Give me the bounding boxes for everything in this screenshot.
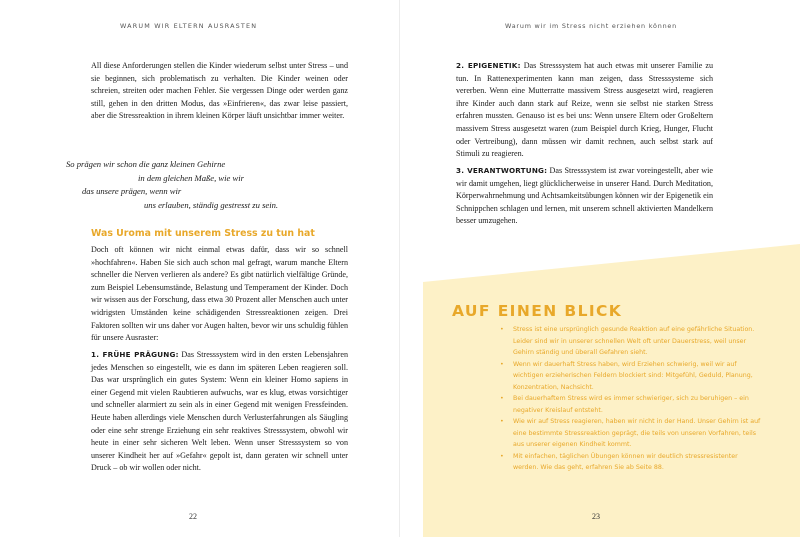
summary-item-text: Mit einfachen, täglichen Übungen können wir deutlich stressresistenter werden. Wie das geht, erfahren Sie ab Seite 88. bbox=[513, 452, 738, 471]
section-paragraph-text: Doch oft können wir nicht einmal etwas dafür, dass wir so schnell »hochfahren«. Haben Sie sich auch schon mal gefragt, warum manche Eltern schneller die Nerven verlieren als andere? Es gibt natürlich vielfältige Gründe, zum Beispiel Lebensumstände, Belastung und Temperament der Kinder. Doch wir wissen aus der Forschung, dass etwa 30 Prozent aller Menschen auch unter widrigsten Umständen keine schädigenden Stressreaktionen zeigen. Drei Faktoren sollten wir uns daher vor Augen halten, bevor wir uns schuldig fühlen für unsere Ausraster: bbox=[91, 245, 348, 343]
running-head-right: Warum wir im Stress nicht erziehen können bbox=[505, 22, 678, 30]
section-heading: Was Uroma mit unserem Stress zu tun hat bbox=[91, 228, 315, 239]
bullet-icon: • bbox=[500, 326, 504, 333]
running-head-left: WARUM WIR ELTERN AUSRASTEN bbox=[120, 22, 258, 30]
section-paragraph bbox=[91, 244, 348, 345]
praegung-text: Das Stresssystem wird in den ersten Lebensjahren jedes Menschen so eingestellt, wie es dann im späteren Leben reagieren soll. Das war ursprünglich ein gutes System: Wenn ein kleiner Homo sapiens in einer Gegend mit vielen Raubtieren aufwuchs, war es klug, etwas vorsichtiger und schneller alarmiert zu sein als in einer Gegend mit wenigen Fressfeinden. Heute haben allerdings viele Menschen durch Verlusterfahrungen als Säugling oder eine sehr strenge Erziehung ein sehr reaktives Stresssystem, obwohl wir heute in einer sehr sicheren Welt leben. Wenn unser Stresssystem so von unserer Kindheit her auf »Gefahr« gepolt ist, dann geraten wir schnell unter Druck – ob wir wollen oder nicht. bbox=[91, 350, 348, 473]
bullet-icon: • bbox=[500, 452, 504, 460]
praegung-paragraph bbox=[91, 349, 348, 475]
summary-item-text: Wenn wir dauerhaft Stress haben, wird Erziehen schwierig, weil wir auf wichtigen erzieherischen Feldern blockiert sind: Mitgefühl, Geduld, Planung, Konzentration, Nachsicht. bbox=[513, 360, 753, 391]
summary-item-text: Stress ist eine ursprünglich gesunde Reaktion auf eine gefährliche Situation. Leider sind wir in unserer schnellen Welt oft unter Dauerstress, weil unser Gehirn ständig und überall Gefahren sieht. bbox=[513, 326, 755, 356]
right-page bbox=[400, 0, 800, 537]
intro-paragraph-text: All diese Anforderungen stellen die Kinder wiederum selbst unter Stress – und sie beginnen, sich problematisch zu verhalten. Die Kinder weinen oder schreien, streiten oder machen Fehler. Sie vergessen Dinge oder werden ganz still, gehen in den dritten Modus, das »Einfrieren«, das zwar leise passiert, aber die Stressreaktion in ihrem kleinen Körper läuft unsichtbar immer weiter. bbox=[91, 61, 348, 121]
quote-line-4: uns erlauben, ständig gestresst zu sein. bbox=[144, 199, 279, 210]
summary-item-text: Wie wir auf Stress reagieren, haben wir nicht in der Hand. Unser Gehirn ist auf eine bestimmte Stressreaktion geprägt, die teils von unseren Vorfahren, teils aus unserer eigenen Kindheit kommt. bbox=[513, 418, 761, 448]
bullet-icon: • bbox=[500, 418, 504, 425]
bullet-icon: • bbox=[500, 360, 504, 368]
summary-list-item bbox=[500, 451, 762, 474]
epigenetik-paragraph bbox=[456, 60, 713, 161]
summary-item-text: Bei dauerhaftem Stress wird es immer schwieriger, sich zu beruhigen – ein negativer Kreislauf entsteht. bbox=[513, 395, 749, 414]
summary-list-item bbox=[500, 416, 762, 451]
praegung-lead: 1. FRÜHE PRÄGUNG: bbox=[91, 350, 179, 359]
quote-line-2: in dem gleichen Maße, wie wir bbox=[138, 172, 244, 183]
page-number-left: 22 bbox=[189, 512, 197, 521]
summary-list-item bbox=[500, 359, 762, 394]
page-number-right: 23 bbox=[592, 512, 600, 521]
epigenetik-text: Das Stresssystem hat auch etwas mit unserer Familie zu tun. In Rattenexperimenten kann man zeigen, dass Stresssysteme sich vererben. Wenn eine Mutterratte massivem Stress ausgesetzt wird, reagieren ihre Kinder auch dann stark auf Reize, wenn sie selbst nie starken Stress erfahren mussten. Genauso ist es bei uns: Wenn unsere Eltern oder Großeltern massivem Stress ausgesetzt waren (zum Beispiel durch Krieg, Hunger, Flucht oder Vertreibung), dann müssen wir damit rechnen, auch selbst stark auf Stimuli zu reagieren. bbox=[456, 61, 713, 159]
summary-box-title: AUF EINEN BLICK bbox=[452, 302, 623, 320]
pull-quote bbox=[66, 158, 306, 212]
bullet-icon: • bbox=[500, 395, 504, 402]
verantwortung-paragraph bbox=[456, 165, 713, 228]
summary-list bbox=[500, 324, 762, 474]
verantwortung-text: Das Stresssystem ist zwar voreingestellt, aber wie wir damit umgehen, liegt glücklicherweise in unserer Hand. Durch Meditation, Körperwahrnehmung und Achtsamkeitsübungen können wir der Epigenetik ein Schnippchen schlagen und lernen, mit unserem schnell aktivierten Mandelkern besser umzugehen. bbox=[456, 166, 713, 226]
summary-list-item bbox=[500, 393, 762, 416]
epigenetik-lead: 2. EPIGENETIK: bbox=[456, 61, 521, 70]
verantwortung-lead: 3. VERANTWORTUNG: bbox=[456, 166, 548, 175]
summary-list-item bbox=[500, 324, 762, 359]
quote-line-1: So prägen wir schon die ganz kleinen Gehirne bbox=[66, 159, 226, 169]
intro-paragraph bbox=[91, 60, 348, 123]
quote-line-3: das unsere prägen, wenn wir bbox=[82, 186, 182, 197]
